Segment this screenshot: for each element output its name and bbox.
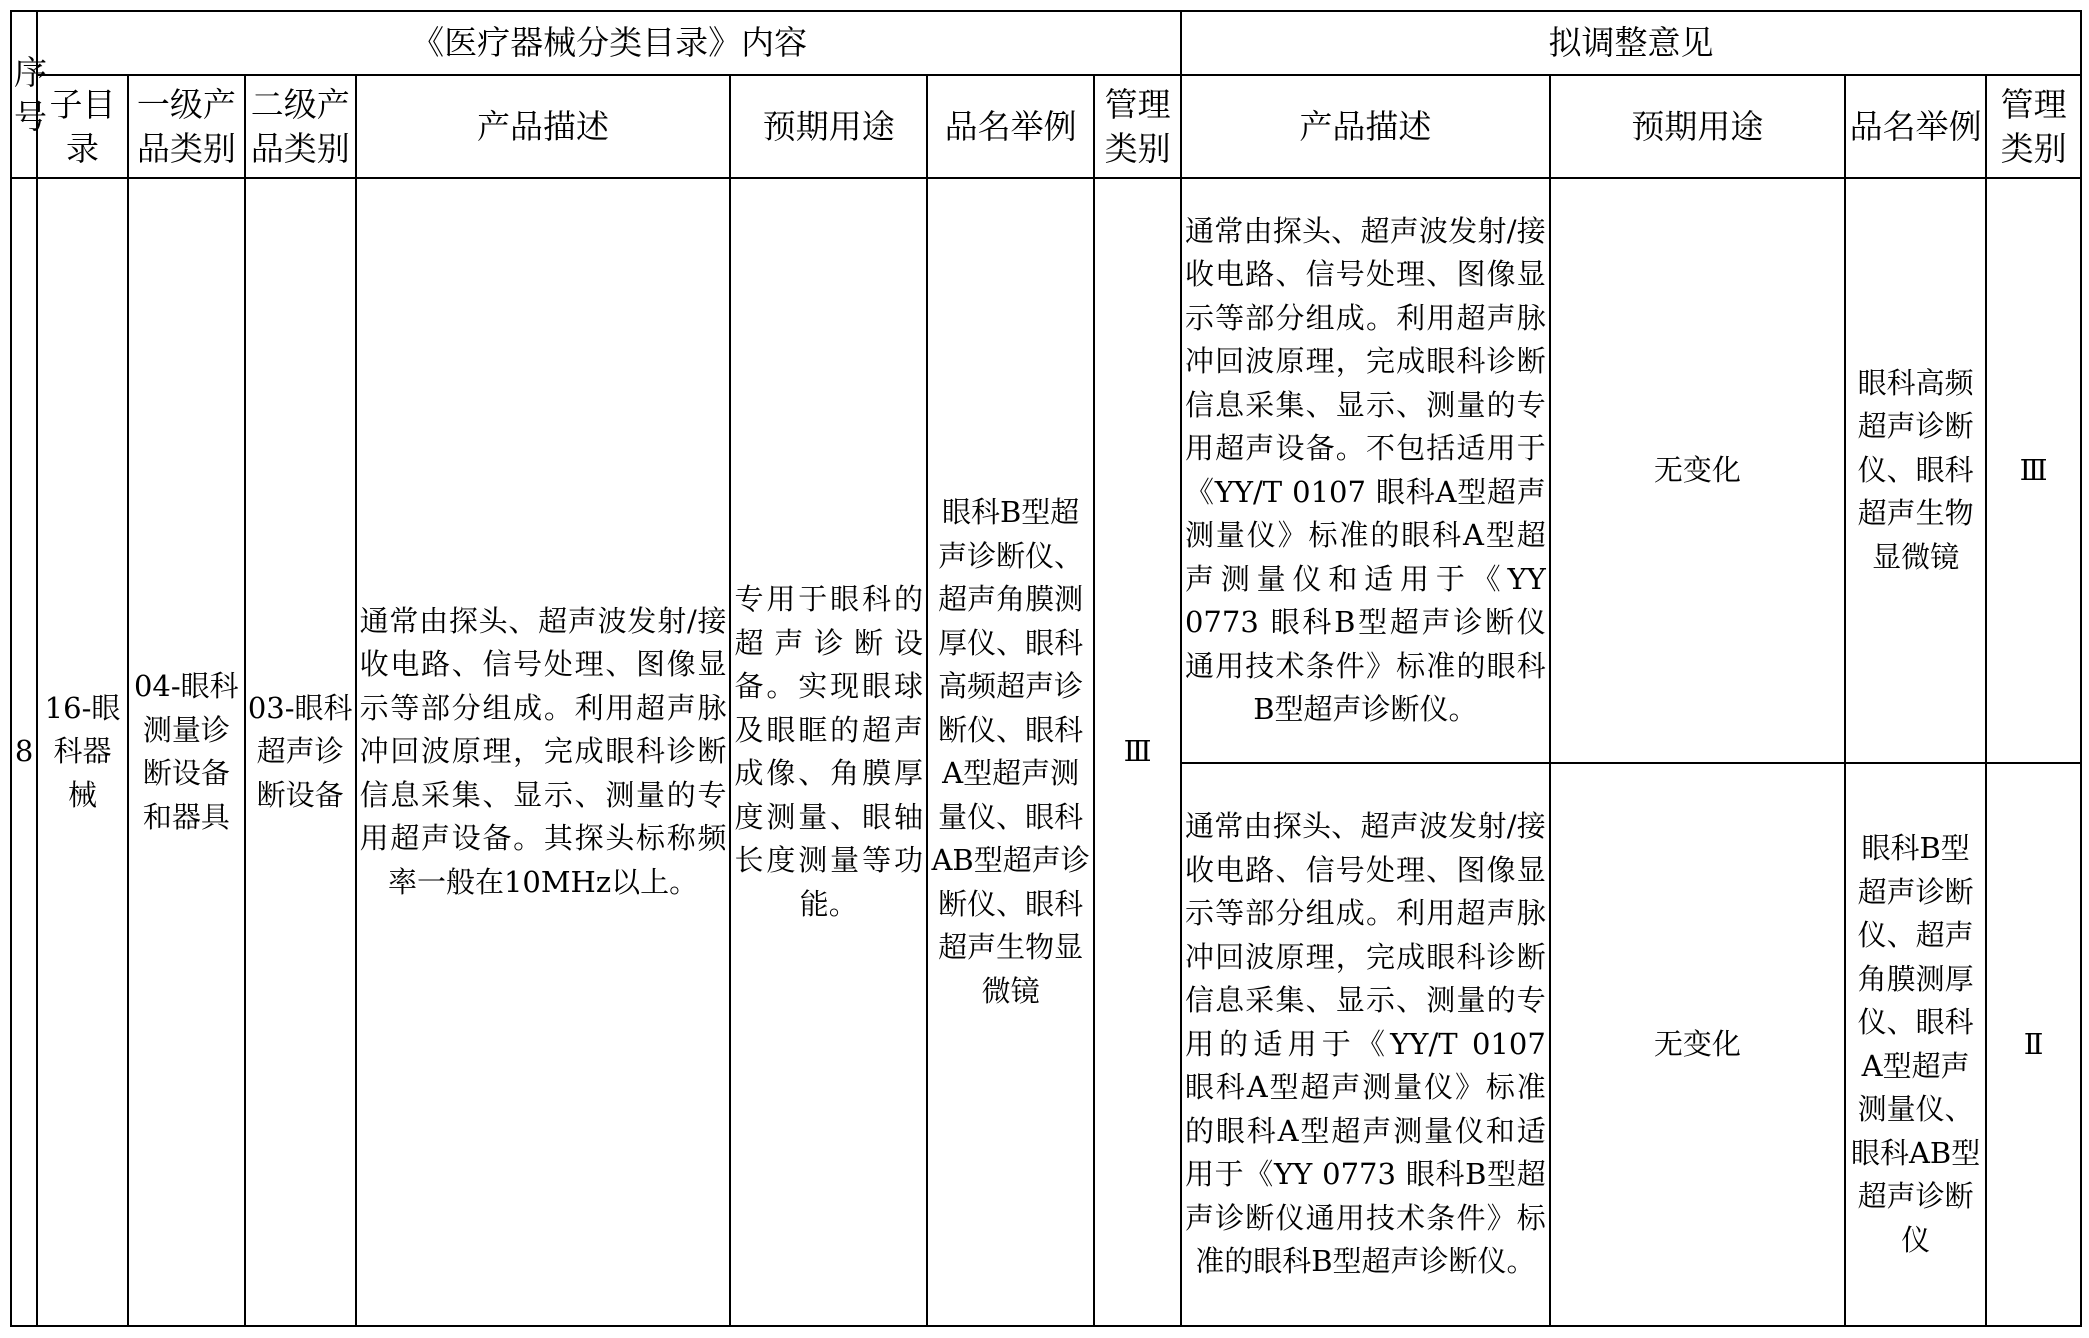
intended-use-cell: 专用于眼科的超声诊断设备。实现眼球及眼眶的超声成像、角膜厚度测量、眼轴长度测量等功能。	[730, 178, 927, 1326]
adjustment-1-name-examples-cell: 眼科高频超声诊断仪、眼科超声生物显微镜	[1845, 178, 1986, 763]
primary-category-cell: 04-眼科测量诊断设备和器具	[128, 178, 245, 1326]
adjustment-1-management-class-cell: Ⅲ	[1986, 178, 2081, 763]
proposed-adjustment-header: 拟调整意见	[1181, 11, 2081, 75]
col-header-description: 产品描述	[356, 75, 731, 178]
adjustment-2-name-examples-cell: 眼科B型超声诊断仪、超声角膜测厚仪、眼科A型超声测量仪、眼科AB型超声诊断仪	[1845, 763, 1986, 1326]
header-row-groups	[11, 11, 2081, 75]
adjustment-1-intended-use-cell: 无变化	[1550, 178, 1845, 763]
col-header-sub-catalog: 子目录	[37, 75, 128, 178]
col-header-intended-use: 预期用途	[730, 75, 927, 178]
catalog-content-header: 《医疗器械分类目录》内容	[37, 11, 1181, 75]
col-header-name-examples: 品名举例	[927, 75, 1094, 178]
sub-catalog-cell: 16-眼科器械	[37, 178, 128, 1326]
adjustment-2-description-cell: 通常由探头、超声波发射/接收电路、信号处理、图像显示等部分组成。利用超声脉冲回波原理，完成眼科诊断信息采集、显示、测量的专用的适用于《YY/T 0107 眼科A型超声测量仪》标准的眼科A型超声测量仪和适用于《YY 0773 眼科B型超声诊断仪通用技术条件》标准的眼科B型超声诊断仪。	[1181, 763, 1550, 1326]
description-cell: 通常由探头、超声波发射/接收电路、信号处理、图像显示等部分组成。利用超声脉冲回波原理，完成眼科诊断信息采集、显示、测量的专用超声设备。其探头标称频率一般在10MHz以上。	[356, 178, 731, 1326]
col-header-secondary-category: 二级产品类别	[245, 75, 356, 178]
management-class-cell: Ⅲ	[1094, 178, 1181, 1326]
adjustment-1-description-cell: 通常由探头、超声波发射/接收电路、信号处理、图像显示等部分组成。利用超声脉冲回波原理，完成眼科诊断信息采集、显示、测量的专用超声设备。不包括适用于《YY/T 0107 眼科A型超声测量仪》标准的眼科A型超声测量仪和适用于《YY 0773 眼科B型超声诊断仪通用技术条件》标准的眼科B型超声诊断仪。	[1181, 178, 1550, 763]
classification-adjustment-table	[10, 10, 2082, 1327]
serial-header	[11, 11, 47, 178]
col-header-new-management-class: 管理类别	[1986, 75, 2081, 178]
col-header-management-class: 管理类别	[1094, 75, 1181, 178]
serial-cell: 8	[11, 178, 37, 1326]
table-row	[11, 178, 2081, 763]
col-header-new-description: 产品描述	[1181, 75, 1550, 178]
name-examples-cell: 眼科B型超声诊断仪、超声角膜测厚仪、眼科高频超声诊断仪、眼科A型超声测量仪、眼科AB型超声诊断仪、眼科超声生物显微镜	[927, 178, 1094, 1326]
col-header-new-name-examples: 品名举例	[1845, 75, 1986, 178]
col-header-new-intended-use: 预期用途	[1550, 75, 1845, 178]
serial-header-label: 序号	[14, 52, 47, 136]
header-row-columns	[11, 75, 2081, 178]
secondary-category-cell: 03-眼科超声诊断设备	[245, 178, 356, 1326]
adjustment-2-intended-use-cell: 无变化	[1550, 763, 1845, 1326]
adjustment-2-management-class-cell: Ⅱ	[1986, 763, 2081, 1326]
col-header-primary-category: 一级产品类别	[128, 75, 245, 178]
